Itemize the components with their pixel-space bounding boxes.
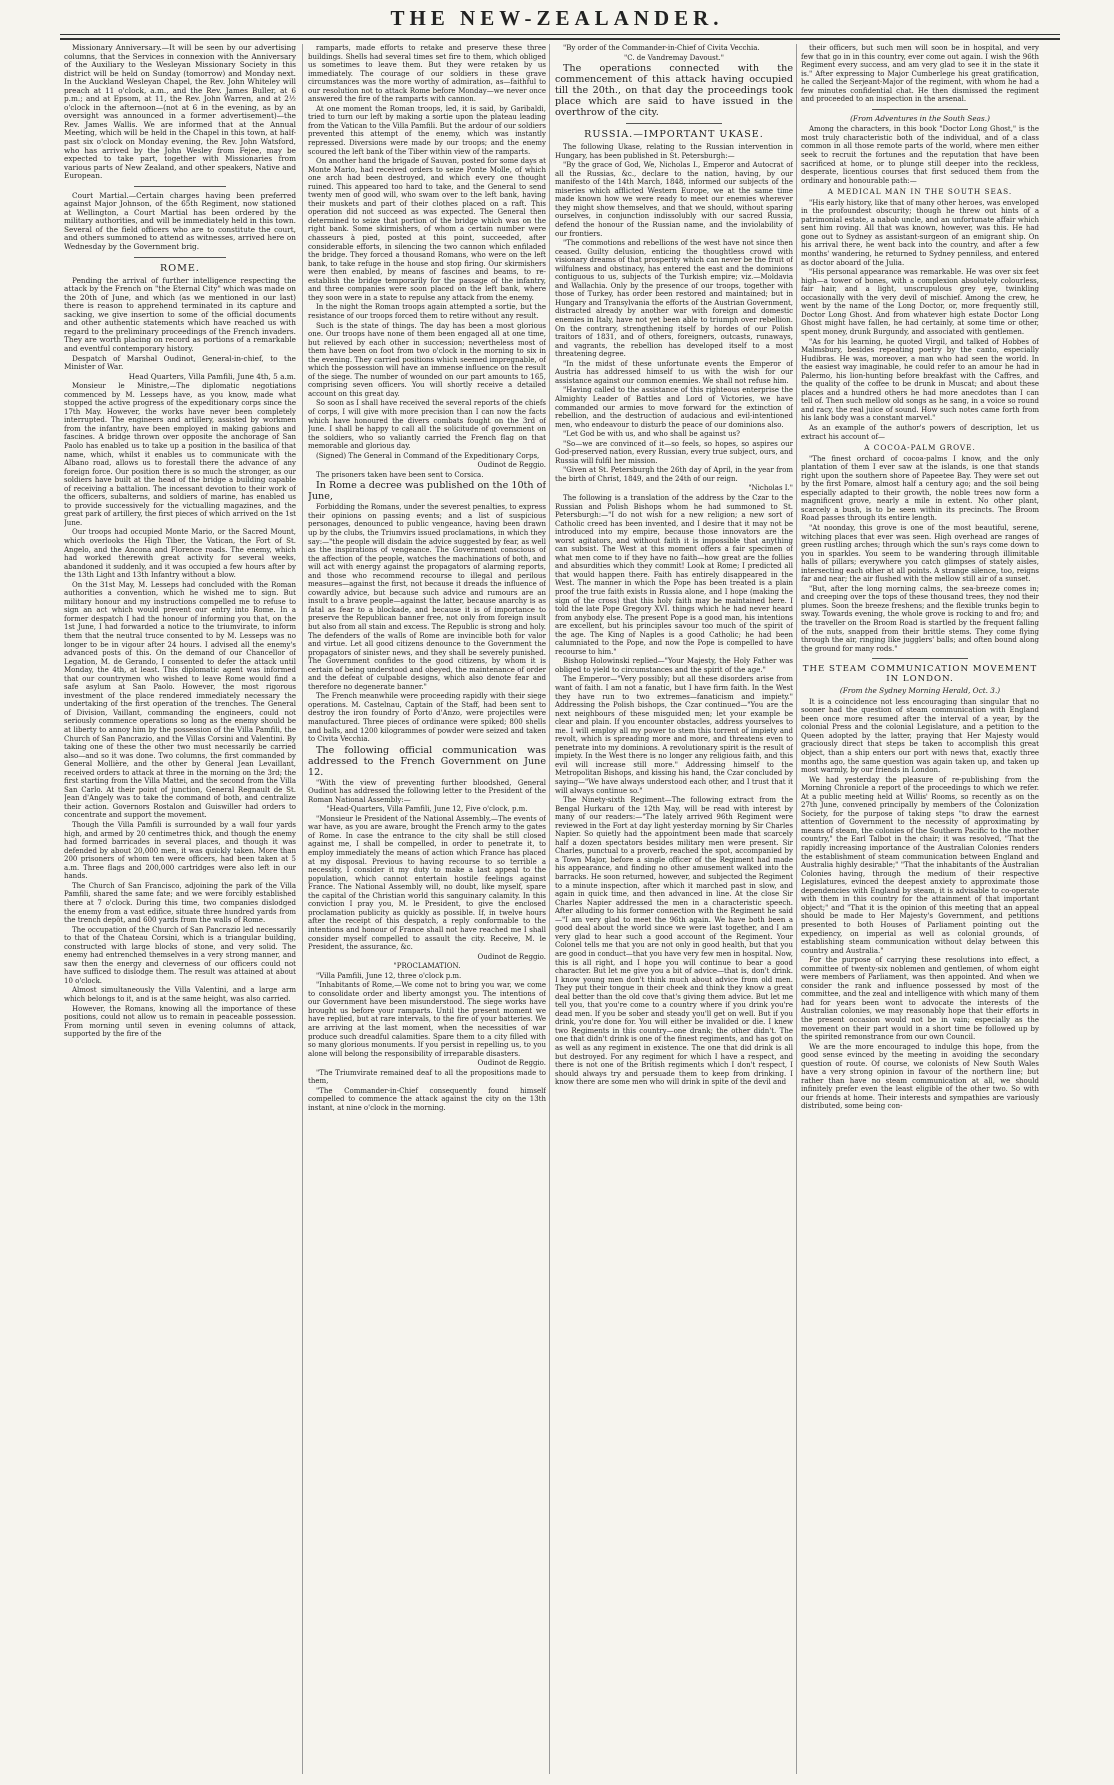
south-seas-intro: Among the characters, in this book "Doctor Long Ghost," is the most truly characteristic both of the individual, and of a class common in all those remote parts of the world, where men either seek to recruit the fortunes and the reputation that have been sacrificed at home, or to plunge still deeper into the reckless, desperate, licentious courses that first seduced them from the ordinary and honourable path:— [801,125,1039,185]
masthead-rule-thick [60,38,1060,40]
separator [134,186,227,187]
proclamation-body: "Inhabitants of Rome,—We come not to bring you war, we come to consolidate order and liberty amongst you. The intentions of our Government have been misunderstood. The siege works have brought us before your ramparts. Until the present moment we have replied, but at rare intervals, to the fire of your batteries. We are arriving at the last moment, when the necessities of war produce such dreadful calamities. Spare them to a city filled with so many glorious monuments. If you persist in repelling us, to you alone will belong the responsibility of irreparable disasters. [308,981,546,1058]
column-1 [64,44,296,1774]
grove-lead: As an example of the author's powers of description, let us extract his account of— [801,423,1039,441]
rome-intro: Pending the arrival of further intelligence respecting the attack by the French on "the Eternal City" which was made on the 20th of June, and which (as we mentioned in our last) there is reason to apprehend terminated in its capture and sacking, we give insertion to some of the official documents and other authentic statements which have reached us with regard to the preliminary proceedings of the French invaders. They are worth placing on record as portions of a remarkable and eventful contemporary history. [64,275,296,353]
triumvirate-note: "The Triumvirate remained deaf to all the propositions made to them, [308,1068,546,1086]
ukase-body-1: "By the grace of God, We, Nicholas I., Emperor and Autocrat of all the Russias, &c., declare to the nation, having, by our manifesto of the 14th March, 1848, informed our subjects of the miseries which afflicted Western Europe, we at the same time made known how we were ready to meet our enemies wherever they might show themselves, and that we should, without sparing ourselves, in conjunction indissolubly with our sacred Russia, defend the honour of the Russian name, and the inviolability of our frontiers. [555,161,793,238]
masthead: THE NEW-ZEALANDER. [390,6,724,30]
heading-steam-communication: THE STEAM COMMUNICATION MOVEMENT IN LONDON. [802,664,1038,685]
despatch-body-1: Monsieur le Ministre,—The diplomatic negotiations commenced by M. Lesseps have, as you know, made what stopped the active progress of the expeditionary corps since the 17th May. However, the works have never been completely interrupted. The engineers and artillery, assisted by workmen from the infantry, have been employed in making gabions and fascines. A bridge thrown over opposite the anchorage of San Paolo has enabled us to take up a position in the basilica of that name, which, whilst it enables us to communicate with the Albano road, allows us to forestall there the advance of any foreign force. Our position there is so much the stronger, as our soldiers have built at the head of the bridge a building capable of receiving a battalion. The incessant devotion to their work of the officers, subalterns, and soldiers of marine, has enabled us to provide successively for the victualling magazines, and the great park of artillery, the first pieces of which arrived on the 1st June. [64,382,296,527]
official-communication-lead: The following official communication was addressed to the French Government on June 12. [308,744,546,778]
czar-address: The following is a translation of the address by the Czar to the Russian and Polish Bishops whom he had summoned to St. Petersburgh:—"I do not wish for a new religion; a new sort of Catholic creed has been invented, and I desire that it may not be introduced into my empire, because those innovators are the worst agitators, and without faith it is impossible that anything can subsist. The West at this moment offers a fair specimen of what men come to if they have no faith—how great are the follies and absurdities which they commit! Look at Rome; I predicted all that would happen there. Faith has entirely disappeared in the West. The manner in which the Pope has been treated is a plain proof the true faith exists in Russia alone, and I hope (making the sign of the cross) that this holy faith may be maintained here. I told the late Pope Gregory XVI. things which he had never heard from anybody else. The present Pope is a good man, his intentions are excellent, but his principles savour too much of the spirit of the age. The King of Naples is a good Catholic; he had been calumniated to the Pope, and now the Pope is compelled to have recourse to him." [555,493,793,656]
despatch-body-8: However, the Romans, knowing all the importance of these positions, could not allow us to remain in peaceable possession. From morning until seven in evening columns of attack, supported by the fire of the [64,1004,296,1039]
column-2 [308,44,546,1774]
emperor-reply: The Emperor—"Very possibly; but all these disorders arise from want of faith. I am not a fanatic, but I have firm faith. In the West they have run to two extremes—fanaticism and impiety." Addressing the Polish bishops, the Czar continued—"You are the next neighbours of these misguided men; let your example be clear and plain. If you encounter obstacles, address yourselves to me. I will employ all my power to stem this torrent of impiety and revolt, which is spreading more and more, and threatens even to penetrate into my dominions. A revolutionary spirit is the result of impiety. In the West there is no longer any religious faith, and this evil will increase still more." Addressing himself to the Metropolitan Bishops, and kissing his hand, the Czar concluded by saying—"We have always understood each other, and I trust that it will always continue so." [555,675,793,795]
bishop-reply: Bishop Holowinski replied—"Your Majesty, the Holy Father was obliged to yield to circumstances and the spirit of the age." [555,657,793,674]
despatch-cont-1: ramparts, made efforts to retake and preserve these three buildings. Shells had several times set fire to them, which obliged us sometimes to leave them. But they were retaken by us immediately. The courage of our soldiers in these grave circumstances was the more worthy of admiration, as—faithful to our resolution not to attack Rome before Monday—we never once answered the fire of the ramparts with cannon. [308,44,546,104]
steam-body-1: It is a coincidence not less encouraging than singular that no sooner had the question of steam communication with England been once more resumed after the interval of a year, by the colonial Press and the colonial Legislature, and a petition to the Queen adopted by the latter, praying that Her Majesty would graciously direct that steps be taken to accomplish this great object, than a ship enters our port with news that, exactly three months ago, the same question was again taken up, and taken up most warmly, by our friends in London. [801,697,1039,775]
heading-rome: ROME. [160,262,200,274]
proclamation-signature: Oudinot de Reggio. [477,1059,546,1068]
despatch-cont-5: Such is the state of things. The day has been a most glorious one. Our troops have none of them been engaged all at one time, but relieved by each other in succession; nevertheless most of them have been on foot from two o'clock in the morning to six in the evening. They carried positions which seemed impregnable, of which the possession will have an immense influence on the result of the siege. The number of wounded on our part amounts to 165, comprising seven officers. You will shortly receive a detailed account on this great day. [308,321,546,398]
rome-decree-lead: In Rome a decree was published on the 10th of June, [308,480,546,503]
rome-decree-body: Forbidding the Romans, under the severest penalties, to express their opinions on passing events; and a list of suspicious personages, denounced to public vengeance, having been drawn up by the clubs, the Triumvirs issued proclamations, in which they say:—"the people will disdain the advice suggested by fear, as well as the inspirations of vengeance. The Government conscious of the affection of the people, watches the machinations of both, and will act with energy against the propagators of alarming reports, and those who recommend recourse to illegal and perilous measures—against the first, not because it dreads the influence of cowardly advice, but because such advice and rumours are an insult to a brave people—against the latter, because anarchy is as fatal as fear to a blockade, and because it is of importance to preserve the Republican banner free, not only from foreign insult but also from all stain and excess. The Republic is strong and holy. The defenders of the walls of Rome are invincible both for valor and virtue. Let all good citizens denounce to the Government the propagators of sinister news, and they shall be severely punished. The Government confides to the good citizens, by whom it is certain of being understood and obeyed, the maintenance of order and the defeat of culpable designs, which also denote fear and therefore no degenerate banner." [308,503,546,691]
ukase-body-2: "The commotions and rebellions of the west have not since then ceased. Guilty delusion, enticing the thoughtless crowd with visionary dreams of that prosperity which can never be the fruit of wilfulness and obstinacy, has entered the east and the dominions contiguous to us, subjects of the Turkish empire; viz.—Moldavia and Wallachia. Only by the presence of our troops, together with those of Turkey, has order been restored and maintained; but in Hungary and Transylvania the efforts of the Austrian Government, distracted already by another war with foreign and domestic enemies in Italy, have not yet been able to triumph over rebellion. On the contrary, strengthening itself by hordes of our Polish traitors of 1831, and of others, foreigners, outcasts, runaways, and vagrants, the rebellion has developed itself to a most threatening degree. [555,239,793,359]
order-line: "By order of the Commander-in-Chief of Civita Vecchia. [563,44,760,52]
separator [872,109,967,110]
steam-body-3: For the purpose of carrying these resolutions into effect, a committee of twenty-six noblemen and gentlemen, of whom eight were members of Parliament, was then appointed. And when we consider the rank and influence possessed by most of the committee, and the zeal and intelligence with which many of them had for years been wont to advocate the interests of the Australian colonies, we may reasonably hope that their efforts in the present occasion would not be in vain; especially as the movement on their part would in a short time be followed up by the spirited remonstrance from our own Council. [801,956,1039,1042]
article-missionary-anniversary: Missionary Anniversary.—It will be seen by our advertising columns, that the Services in connexion with the Anniversary of the Auxiliary to the Wesleyan Missionary Society in this district will be held on Sunday (tomorrow) and Monday next. In the Auckland Wesleyan Chapel, the Rev. John Whiteley will preach at 11 o'clock, a.m., and the Rev. James Buller, at 6 p.m.; and at Epsom, at 11, the Rev. John Warren, and at 2½ o'clock in the afternoon—(not at 6 in the evening, as by an oversight was announced in a former advertisement)—the Rev. James Wallis. We are informed that at the Annual Meeting, which will be held in the Chapel in this town, at half-past six o'clock on Monday evening, the Rev. John Watsford, who has arrived by the John Wesley from Fejee, may be expected to take part, together with Missionaries from various parts of New Zealand, and other speakers, Native and European. [64,44,296,181]
order-signature: "C. de Vandremay Davoust." [624,53,724,62]
south-seas-source: (From Adventures in the South Seas.) [850,113,990,123]
despatch-cont-2: At one moment the Roman troops, led, it is said, by Garibaldi, tried to turn our left by making a sortie upon the plateau leading from the Vatican to the Villa Pamfili. But the ardour of our soldiers prevented this attempt of the enemy, which was instantly repressed. Diversions were made by our troops; and the enemy scoured the left bank of the Tiber within view of the ramparts. [308,104,546,156]
ukase-body-7: "Given at St. Petersburgh the 26th day of April, in the year from the birth of Christ, 1849, and the 24th of our reign. [555,466,793,483]
proclamation-heading: "PROCLAMATION. [393,962,461,971]
steam-body-4: We are the more encouraged to indulge this hope, from the good sense evinced by the meeting in avoiding the secondary question of route. Of course, we colonists of New South Wales have a very strong opinion in favour of the northern line; but rather than have no steam communication at all, we should infinitely prefer even the least eligible of the other two. So with our friends at home. Their interests and sympathies are variously distributed, some being con- [801,1042,1039,1111]
proclamation-dateline: "Villa Pamfili, June 12, three o'clock p.m. [316,971,462,980]
heading-medical-man: A MEDICAL MAN IN THE SOUTH SEAS. [827,187,1013,197]
ukase-body-6: "So—we are convinced of it—so feels, so hopes, so aspires our God-preserved nation, every Russian, every true subject, ours, and Russia will fulfil her mission. [555,439,793,465]
despatch-body-4: Though the Villa Pamfili is surrounded by a wall four yards high, and armed by 20 centimetres thick, and though the enemy had formed barricades in several places, and though it was defended by about 20,000 men, it was quickly taken. More than 200 prisoners of whom ten were officers, had been taken at 5 a.m. Three flags and 200,000 cartridges were also left in our hands. [64,821,296,881]
rome-operations-summary: The operations connected with the commencement of this attack having occupied till the 20th., on that day the proceedings took place which are said to have issued in the overthrow of the city. [555,63,793,119]
ukase-signature: "Nicholas I." [748,484,793,493]
despatch-signature-line: (Signed) The General in Command of the Expeditionary Corps, [316,451,540,460]
letter-body: "Monsieur le President of the National Assembly,—The events of war have, as you are aware, brought the French army to the gates of Rome. In case the entrance to the city shall be still closed against me, I shall be compelled, in order to penetrate it, to employ immediately the means of action which France has placed at my disposal. Previous to having recourse to so terrible a necessity, I consider it my duty to make a last appeal to the population, which cannot entertain hostile feelings against France. The National Assembly will, no doubt, like myself, spare the capital of the Christian world this sanguinary calamity. In this conviction I pray you, M. le President, to give the enclosed proclamation publicity as quickly as possible. If, in twelve hours after the receipt of this despatch, a reply conformable to the intentions and honour of France shall not have reached me I shall consider myself compelled to assault the city. Receive, M. le President, the assurance, &c. [308,814,546,952]
heading-cocoa-grove: A COCOA-PALM GROVE. [864,443,976,453]
article-court-martial: Court Martial.—Certain charges having been preferred against Major Johnson, of the 65th Regiment, now stationed at Wellington, a Court Martial has been ordered by the military authorities, and will be immediately held in this town. Several of the field officers who are to constitute the court, and others summoned to attend as witnesses, arrived here on Wednesday by the Government brig. [64,190,296,252]
masthead-rule [60,34,1060,35]
letter-dateline: "Head-Quarters, Villa Pamfili, June 12, Five o'clock, p.m. [326,805,528,814]
steam-body-2: We had yesterday the pleasure of re-publishing from the Morning Chronicle a report of the proceedings to which we refer. At a public meeting held at Willis' Rooms, so recently as on the 27th June, convened principally by members of the Colonization Society, for the purpose of taking steps "to draw the earnest attention of Government to the necessity of approximating by means of steam, the colonies of the Southern Pacific to the mother country," the Earl Talbot in the chair; it was resolved, "That the rapidly increasing importance of the Australian Colonies renders the establishment of steam communication between England and Australia highly desirable;" "That the inhabitants of the Australian Colonies having, through the medium of their respective Legislatures, evinced the deepest anxiety to approximate those dependencies with England by steam, it is advisable to co-operate with them in this country for the attainment of that important object;" and "That it is the opinion of this meeting that an appeal should be made to Her Majesty's Government, and petitions presented to both Houses of Parliament pointing out the expediency, on imperial as well as colonial grounds, of establishing steam communication without delay between this country and Australia." [801,775,1039,955]
column-divider [302,44,303,1774]
grove-body-1: "The finest orchard of cocoa-palms I know, and the only plantation of them I ever saw at the islands, is one that stands right upon the southern shore of Papeetee Bay. They were set out by the first Pomare, almost half a century ago; and the soil being especially adapted to their growth, the noble trees now form a magnificent grove, nearly a mile in extent. No other plant, scarcely a bush, is to be seen within its precincts. The Broom Road passes through its entire length. [801,454,1039,523]
steam-source: (From the Sydney Morning Herald, Oct. 3.) [839,686,1001,696]
despatch-body-5: The Church of San Francisco, adjoining the park of the Villa Pamfili, shared the same fate; and we were forcibly established there at 7 o'clock. During this time, two companies dislodged the enemy from a vast edifice, situate three hundred yards from the trench depôt, and 600 yards from the walls of Rome. [64,881,296,925]
doctor-body-1: "His early history, like that of many other heroes, was enveloped in the profoundest obscurity; though he threw out hints of a patrimonial estate, a nabob uncle, and an unfortunate affair which sent him roving. All that was known, however, was this. He had gone out to Sydney as assistant-surgeon of an emigrant ship. On his arrival there, he went back into the country, and after a few months' wandering, he returned to Sydney penniless, and entered as doctor aboard of the Julia. [801,198,1039,267]
despatch-body-7: Almost simultaneously the Villa Valentini, and a large arm which belongs to it, and is at the same height, was also carried. [64,986,296,1003]
despatch-body-3: On the 31st May, M. Lesseps had concluded with the Roman authorities a convention, which he wished me to sign. But military honour and my instructions compelled me to refuse to sign an act which would prevent our entry into Rome. In a former despatch I had the honour of informing you that, on the 1st June, I had forwarded a notice to the triumvirate, to inform them that the neutral truce consented to by M. Lesseps was no longer to be in vigour after 24 hours. I advised all the enemy's advanced posts of this. On the demand of our Chancellor of Legation, M. de Gerando, I consented to defer the attack until Monday, the 4th, at least. This diplomatic agent was informed that our countrymen who wished to leave Rome would find a safe asylum at San Paolo. However, the most rigorous investment of the place rendered immediately necessary the undertaking of the first operation of the trenches. The General of Division, Vaillant, commanding the engineers, could not seriously commence operations so long as the enemy should be at liberty to annoy him by the possession of the Villa Pamfili, the Church of San Pancrazio, and the Villas Corsini and Valentini. By taking one of these the other two must necessarily be carried also—and so it was done. Two columns, the first commanded by General Mollière, and the other by General Jean Levaillant, received orders to attack at three in the morning on the 3rd; the first starting from the Villa Mattei, and the second from the Villa San Carlo. At their point of junction, General Regnault de St. Jean d'Angely was to take the command of both, and centralize their action. Governors Rostalon and Guiswiller had orders to concentrate and support the movement. [64,580,296,820]
ukase-body-3: "In the midst of these unfortunate events the Emperor of Austria has addressed himself to us with the wish for our assistance against our common enemies. We shall not refuse him. [555,359,793,385]
ukase-body-4: "Having called to the assistance of this righteous enterprise the Almighty Leader of Battles and Lord of Victories, we have commanded our armies to move forward for the extinction of rebellion, and the destruction of audacious and evil-intentioned men, who endeavour to disturb the peace of our dominions also. [555,386,793,429]
letter-intro: "With the view of preventing further bloodshed, General Oudinot has addressed the following letter to the President of the Roman National Assembly:— [308,778,546,804]
letter-signature: Oudinot de Reggio. [477,952,546,961]
heading-russia: RUSSIA.—IMPORTANT UKASE. [584,129,764,141]
despatch-cont-6: So soon as I shall have received the several reports of the chiefs of corps, I will give with more precision than I can now the facts which have honoured the divers combats fought on the 3rd of June. I shall be happy to call all the solicitude of government on the soldiers, who so valiantly carried the French flag on that memorable and glorious day. [308,399,546,451]
despatch-cont-4: In the night the Roman troops again attempted a sortie, but the resistance of our troops forced them to retire without any result. [308,303,546,320]
attack-note: "The Commander-in-Chief consequently found himself compelled to commence the attack against the city on the 13th instant, at nine o'clock in the morning. [308,1086,546,1112]
siege-operations: The French meanwhile were proceeding rapidly with their siege operations. M. Castelnau, Captain of the Staff, had been sent to destroy the iron foundry of Porto d'Anzo, were projectiles were manufactured. Three pieces of ordinance were spiked; 800 shells and balls, and 1200 kilogrammes of powder were seized and taken to Civita Vecchia. [308,692,546,744]
despatch-cont-3: On another hand the brigade of Sauvan, posted for some days at Monte Mario, had received orders to seize Ponte Molle, of which one arch had been destroyed, and which every one thought ruined. This appeared too hard to take, and the General to send twenty men of good will, who swam over to the left bank, having their muskets and part of their clothes placed on a raft. This operation did not succeed as was expected. The General then determined to seize that portion of the bridge which was on the right bank. Some skirmishers, of whom a certain number were chasseurs à pied, posted at this point, succeeded, after considerable efforts, in silencing the two cannon which enfiladed the bridge. They forced a thousand Romans, who were on the left bank, to take refuge in the house and stop firing. Our skirmishers were then enabled, by means of fascines and beams, to re-establish the bridge temporarily for the passage of the infantry, and three companies were soon placed on the left bank, where they soon were in a state to repulse any attack from the enemy. [308,157,546,302]
grove-body-2: "At noonday, this grove is one of the most beautiful, serene, witching places that ever was seen. High overhead are ranges of green rustling arches; through which the sun's rays come down to you in sparkles. You seem to be wandering through illimitable halls of pillars; everywhere you catch glimpses of stately aisles, intersecting each other at all points. A strange silence, too, reigns far and near; the air flushed with the mellow still air of a sunset. [801,523,1039,584]
regiment-cont: their officers, but such men will soon be in hospital, and very few that go in in this country, ever come out again. I wish the 96th Regiment every success, and am very glad to see it in the state it is." After expressing to Major Cumberlege his great gratification, he called the Serjeant-Major of the regiment, with whom he had a few minutes confidential chat. He then dismissed the regiment and proceeded to an inspection in the arsenal. [801,44,1039,104]
ukase-body-5: "Let God be with us, and who shall be against us? [563,430,740,439]
despatch-title: Despatch of Marshal Oudinot, General-in-chief, to the Minister of War. [64,353,296,372]
separator [626,123,721,124]
column-divider [549,44,550,1774]
grove-body-3: "But, after the long morning calms, the sea-breeze comes in; and creeping over the tops of these thousand trees, they nod their plumes. Soon the breeze freshens; and the flexible trunks begin to sway. Towards evening, the whole grove is rocking to and fro; and the traveller on the Broom Road is startled by the frequent falling of the nuts, snapped from their brittle stems. They come flying through the air, ringing like jugglers' balls; and often bound along the ground for many rods." [801,584,1039,653]
separator [134,257,227,258]
prisoners-note: The prisoners taken have been sent to Corsica. [316,470,484,479]
column-divider [796,44,797,1774]
ukase-intro: The following Ukase, relating to the Russian intervention in Hungary, has been published in St. Petersburgh:— [555,143,793,160]
despatch-body-6: The occupation of the Church of San Pancrazio led necessarily to that of the Chateau Corsini, which is a triangular building, constructed with large blocks of stone, and very solid. The enemy had entrenched themselves in a very strong manner, and saw then the energy and cleverness of our officers could not have sufficed to dislodge them. The result was attained at about 10 o'clock. [64,925,296,985]
doctor-body-3: "As for his learning, he quoted Virgil, and talked of Hobbes of Malmsbury, besides repeating poetry by the canto, especially Hudibras. He was, moreover, a man who had seen the world. In the easiest way imaginable, he could refer to an amour he had in Palermo, his lion-hunting before breakfast with the Caffres, and the quality of the coffee to be drunk in Muscat; and about these places and a hundred others he had more anecdotes than I can tell of. Then such mellow old songs as he sang, in a voice so round and racy, the real juice of sound. How such notes came forth from his lank body was a constant marvel." [801,337,1039,423]
column-4 [801,44,1039,1774]
doctor-body-2: "His personal appearance was remarkable. He was over six feet high—a tower of bones, with a complexion absolutely colourless, fair hair, and a light, unscrupulous grey eye, twinkling occasionally with the very devil of mischief. Among the crew, he went by the name of the Long Doctor, or, more frequently still, Doctor Long Ghost. And from whatever high estate Doctor Long Ghost might have fallen, he had certainly, at some time or other, spent money, drunk Burgundy, and associated with gentlemen. [801,268,1039,336]
column-3 [555,44,793,1774]
separator [872,658,967,659]
ninety-sixth-regiment: The Ninety-sixth Regiment—The following extract from the Bengal Hurkaru of the 12th May, will be read with interest by many of our readers:—"The lately arrived 96th Regiment were reviewed in the Fort at day light yesterday morning by Sir Charles Napier. So quietly had the appointment been made that scarcely half a dozen spectators besides military men were present. Sir Charles, punctual to a proverb, reached the spot, accompanied by a Town Major, before a single officer of the Regiment had made his appearance, and finding no other amusement walked into the barracks. He soon returned, however, and subjected the Regiment to a minute inspection, after which it marched past in slow, and again in quick time, and then advanced in line. At the close Sir Charles Napier addressed the men in a characteristic speech. After alluding to his former connection with the Regiment he said—"I am very glad to meet the 96th again. We have both been a good deal about the world since we were last together, and I am very glad to hear such a good account of the Regiment. Your Colonel tells me that you are not only in good health, but that you are good in conduct—that you have very few men in hospital. Now, this is all right, and I hope you will continue to bear a good character. But let me give you a bit of advice—that is, don't drink. I know young men don't think much about advice from old men. They put their tongue in their cheek and think they know a great deal better than the old cove that's giving them advice. But let me tell you, that you're come to a country where if you drink you're dead men. If you be sober and steady you'll get on well. But if you drink, you're done for. You will either be invalided or die. I knew two Regiments in this country—one drank; the other didn't. The one that didn't drink is one of the finest regiments, and has got on as well as any regiment in existence. The one that did drink is all but destroyed. For any regiment for which I have a respect, and there is not one of the British regiments which I don't respect, I should always try and persuade them to keep from drinking. I know there are some men who will drink in spite of the devil and [555,796,793,1087]
despatch-signature: Oudinot de Reggio. [477,461,546,470]
despatch-dateline: Head Quarters, Villa Pamfili, June 4th, 5 a.m. [128,371,296,381]
despatch-body-2: Our troops had occupied Monte Mario, or the Sacred Mount, which overlooks the High Tiber, the Vatican, the Fort of St. Angelo, and the Ancona and Florence roads. The enemy, which had worked therewith great activity for several weeks, abandoned it suddenly, and it was occupied a few hours after by the 13th Light and 13th Infantry without a blow. [64,528,296,580]
